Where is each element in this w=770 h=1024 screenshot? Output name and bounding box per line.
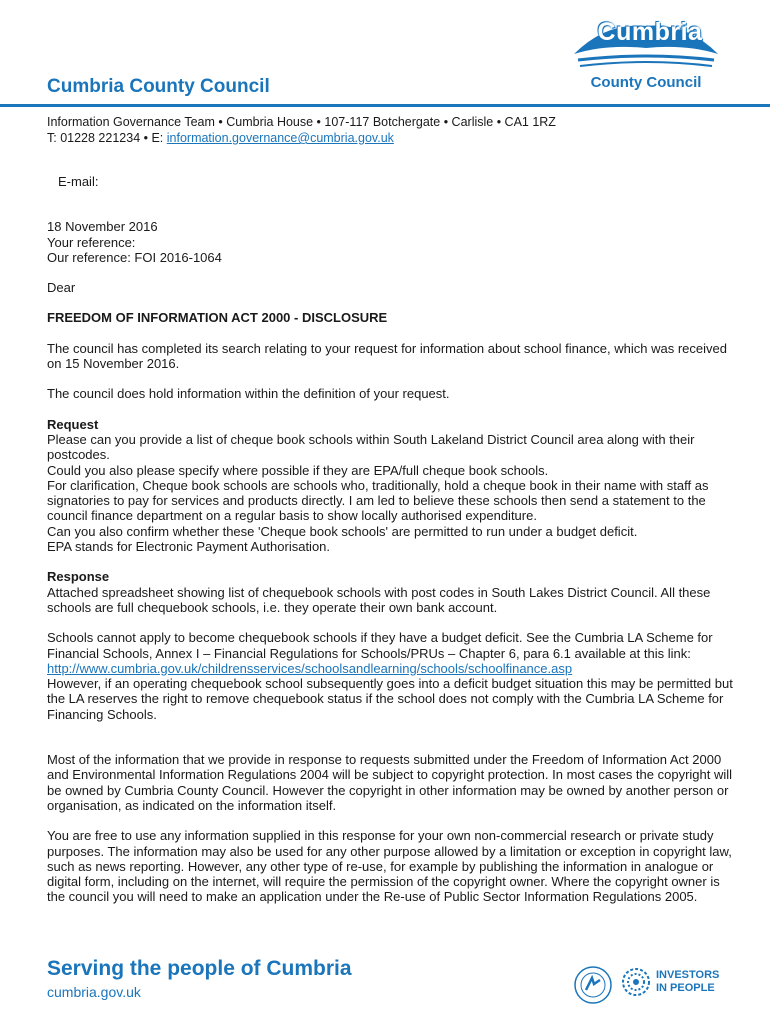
deficit-paragraph: Schools cannot apply to become chequebook schools if they have a budget deficit. See the Cumbria LA Scheme for Financial Schools, Annex I – Financial Regulations for Schools/PRUs – Chapter 6, para 6.1 available at this link: xyxy=(47,630,713,661)
investors-in-people-label xyxy=(656,969,719,995)
footer-url: cumbria.gov.uk xyxy=(47,984,141,1000)
recipient-email-label: E-mail: xyxy=(58,174,99,189)
header-title: Cumbria County Council xyxy=(47,76,270,97)
contact-email-link[interactable]: information.governance@cumbria.gov.uk xyxy=(166,131,394,145)
intro-paragraph: The council has completed its search relating to your request for information about school finance, which was received on 15 November 2016. xyxy=(47,340,727,372)
salutation: Dear xyxy=(47,280,76,296)
iip-line-1: INVESTORS xyxy=(656,969,720,981)
contact-address: Information Governance Team • Cumbria House • 107-117 Botchergate • Carlisle • CA1 1RZ xyxy=(47,115,556,129)
school-finance-link[interactable]: http://www.cumbria.gov.uk/childrensservices/schoolsandlearning/schools/schoolfinance.asp xyxy=(47,660,573,676)
iip-line-2: IN PEOPLE xyxy=(656,982,715,994)
holds-paragraph: The council does hold information within the definition of your request. xyxy=(47,386,450,402)
copyright-paragraph-1: Most of the information that we provide in response to requests submitted under the Freedom of Information Act 2000 and Environmental Information Regulations 2004 will be subject to copyright protection. In most cases the copyright will be owned by Cumbria County Council. However the copyright in other information may be owned by another person or organisation, as indicated on the information itself. xyxy=(47,752,733,813)
our-reference: Our reference: FOI 2016-1064 xyxy=(47,249,222,265)
response-paragraph: Attached spreadsheet showing list of chequebook schools with post codes in South Lakes District Council. All these schools are full chequebook schools, i.e. they operate their own bank account. xyxy=(47,584,711,615)
letter-body xyxy=(47,174,737,905)
response-heading: Response xyxy=(47,569,110,585)
contact-phone-email xyxy=(47,130,556,146)
letter-date: 18 November 2016 xyxy=(47,219,158,235)
investors-in-people-icon xyxy=(620,966,652,998)
header-divider xyxy=(0,104,770,107)
request-line: Could you also please specify where possible if they are EPA/full cheque book schools. xyxy=(47,462,549,478)
cumbria-logo xyxy=(566,16,726,96)
request-heading: Request xyxy=(47,416,99,432)
footer-slogan: Serving the people of Cumbria xyxy=(47,957,352,980)
request-line: EPA stands for Electronic Payment Authorisation. xyxy=(47,539,331,555)
copyright-paragraph-2: You are free to use any information supplied in this response for your own non-commercial research or private study purposes. The information may also be used for any other purpose allowed by a limitation or exception in copyright law, such as news reporting. However, any other type of re-use, for example by publishing the information in analogue or digital form, including on the internet, will require the permission of the copyright owner. Where the copyright owner is the council you will need to make an application under the Re-use of Public Sector Information Regulations 2005. xyxy=(47,828,732,905)
request-line: For clarification, Cheque book schools are schools who, traditionally, hold a cheque book in their name with staff as signatories to pay for services and products directly. I am led to believe these schools then send a statement to the council finance department on a regular basis to show locally authorised expenditure. xyxy=(47,477,709,524)
investors-in-people-badge xyxy=(620,966,730,1000)
request-line: Please can you provide a list of cheque book schools within South Lakeland District Council area along with their postcodes. xyxy=(47,431,695,463)
disability-symbol-icon xyxy=(572,964,614,1006)
contact-block xyxy=(47,114,556,146)
logo-subtitle: County Council xyxy=(590,74,702,91)
request-line: Can you also confirm whether these 'Cheque book schools' are permitted to run under a budget deficit. xyxy=(47,523,638,539)
contact-phone: T: 01228 221234 • E: xyxy=(47,131,167,145)
logo-wordmark: Cumbria xyxy=(597,18,703,46)
your-reference: Your reference: xyxy=(47,234,136,250)
deficit-followup: However, if an operating chequebook school subsequently goes into a deficit budget situation this may be permitted but the LA reserves the right to remove chequebook status if the school does not comply with the Cumbria LA Scheme for Financing Schools. xyxy=(47,676,733,722)
letter-heading: FREEDOM OF INFORMATION ACT 2000 - DISCLOSURE xyxy=(47,310,388,326)
